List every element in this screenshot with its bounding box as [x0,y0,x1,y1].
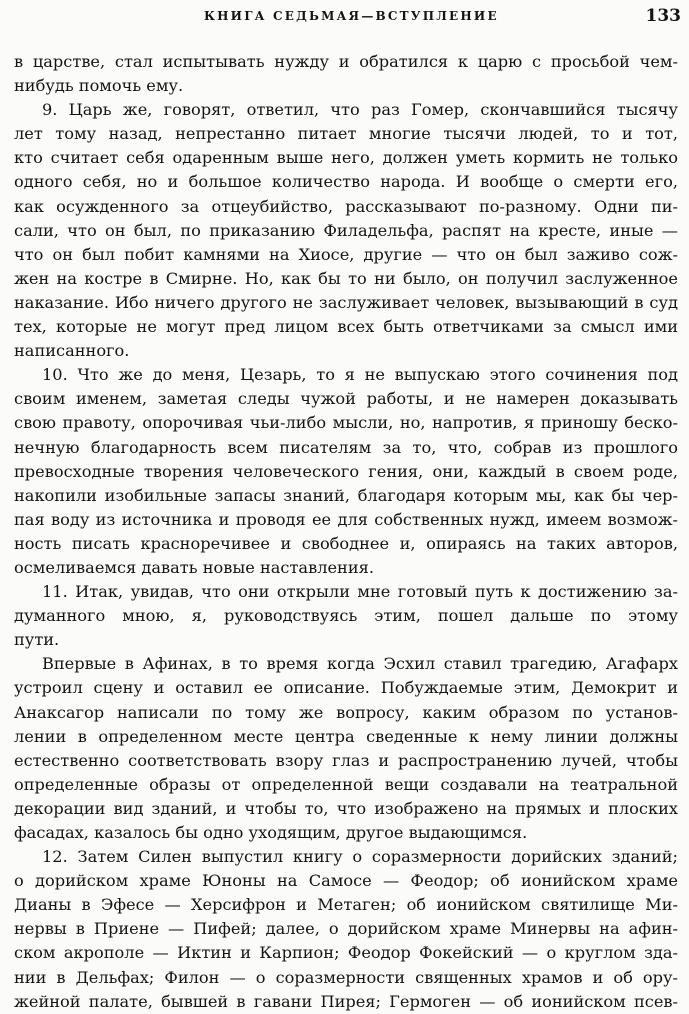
text-line: одного себя, но и большое количество народа. И вообще о смерти его, [14,172,678,192]
text-line: нибудь помочь ему. [14,76,184,96]
text-line: 10. Что же до меня, Цезарь, то я не выпускаю этого сочинения под [42,365,678,385]
text-line: лет тому назад, непрестанно питает многие тысячи людей, то и тот, [14,124,678,144]
text-line: ность писать красноречивее и свободнее и, опираясь на таких авторов, [14,533,678,553]
page-number: 133 [645,6,681,26]
text-line: определенные образы от определенной вещи создавали на театральной [14,774,678,794]
text-line: декорации вид зданий, и чтобы то, что изображено на прямых и плоских [14,798,678,818]
body-text [14,50,678,1014]
text-line: 11. Итак, увидав, что они открыли мне готовый путь к достижению за- [42,582,678,602]
text-line: пути. [14,630,60,650]
text-line: 12. Затем Силен выпустил книгу о соразмерности дорийских зданий; [42,847,678,867]
text-line: тех, которые не могут пред лицом всех быть ответчиками за смысл ими [14,317,678,337]
text-line: написанного. [14,341,130,361]
text-line: думанного мною, я, руководствуясь этим, пошел дальше по этому [14,606,678,626]
text-line: 9. Царь же, говорят, ответил, что раз Гомер, скончавшийся тысячу [42,100,678,120]
text-line: кто считает себя одаренным выше него, должен уметь кормить не только [14,148,678,168]
text-line: фасадах, казалось бы одно уходящим, другое выдающимся. [14,823,528,842]
text-line: лении в определенном месте центра сведенные к нему линии должны [14,726,678,746]
text-line: жен на костре в Смирне. Но, как бы то ни было, он получил заслуженное [14,268,678,288]
text-line: ском акрополе — Иктин и Карпион; Феодор Фокейский — о круглом зда- [14,943,678,963]
text-line: Впервые в Афинах, в то время когда Эсхил ставил трагедию, Агафарх [42,654,678,674]
text-line: что он был побит камнями на Хиосе, другие — что он был заживо сож- [14,244,678,264]
text-line: наказание. Ибо ничего другого не заслуживает человек, вызывающий в суд [14,292,678,312]
text-line: устроил сцену и оставил ее описание. Побуждаемые этим, Демокрит и [14,678,678,698]
text-line: о дорийском храме Юноны на Самосе — Феодор; об ионийском храме [14,871,678,891]
text-line: своим именем, заметая следы чужой работы, и не намерен доказывать [14,389,678,409]
text-line: осмеливаемся давать новые наставления. [14,557,374,577]
text-line: пая воду из источника и проводя ее для собственных нужд, имеем возмож- [14,509,678,529]
text-line: жейной палате, бывшей в гавани Пирея; Гермоген — об ионийском псев- [14,991,678,1011]
text-line: в царстве, стал испытывать нужду и обратился к царю с просьбой чем- [14,52,678,71]
text-line: свою правоту, опорочивая чьи-либо мысли, но, напротив, я приношу беско- [14,413,678,433]
text-line: нервы в Приене — Пифей; далее, о дорийском храме Минервы на афин- [14,919,678,939]
text-line: Дианы в Эфесе — Херсифрон и Метаген; об ионийском святилище Ми- [14,895,678,915]
page-header [0,6,689,28]
text-line: превосходные творения человеческого гения, они, каждый в своем роде, [14,461,678,481]
text-line: сали, что он был, по приказанию Филадельфа, распят на кресте, иные — [14,220,678,240]
text-line: нии в Дельфах; Филон — о соразмерности священных храмов и об ору- [14,967,678,987]
text-line: Анаксагор написали по тому же вопросу, каким образом по установ- [14,702,678,722]
text-line: как осужденного за отцеубийство, рассказывают по-разному. Одни пи- [14,196,678,216]
running-head: КНИГА СЕДЬМАЯ—ВСТУПЛЕНИЕ [204,9,499,23]
text-line: нечную благодарность всем писателям за то, что, собрав из прошлого [14,437,678,457]
text-line: естественно соответствовать взору глаз и распространению лучей, чтобы [14,750,678,770]
text-line: накопили изобильные запасы знаний, благодаря которым мы, как бы чер- [14,485,678,505]
